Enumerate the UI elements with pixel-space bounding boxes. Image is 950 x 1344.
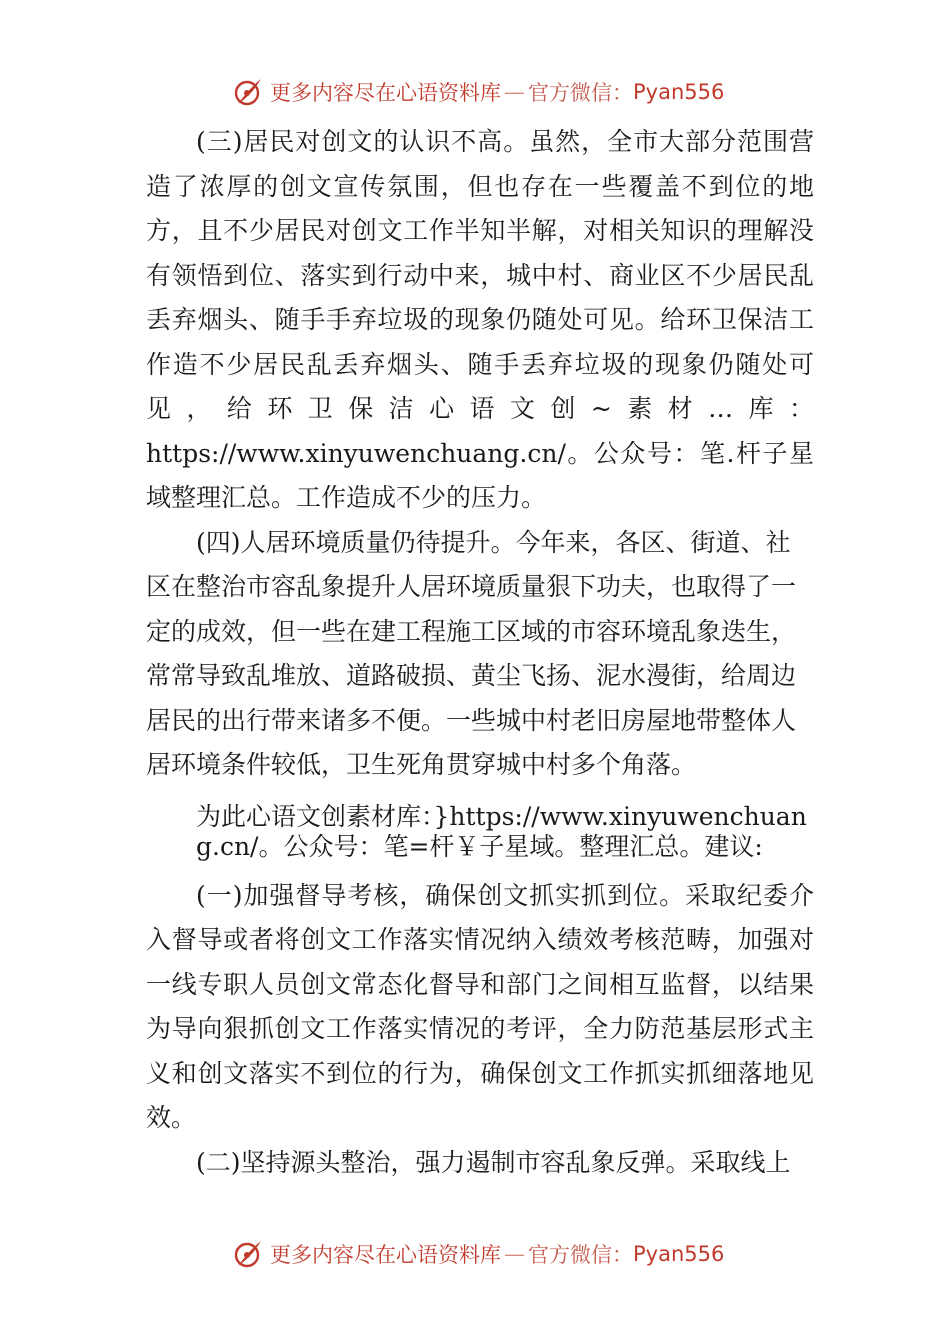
quill-logo-icon [232, 76, 264, 108]
banner-separator: — [504, 1242, 525, 1266]
banner-label: 官方微信： [528, 81, 633, 105]
banner-wechat-id: Pyan556 [633, 80, 725, 104]
paragraph-section-3: (三)居民对创文的认识不高。虽然，全市大部分范围营造了浓厚的创文宣传氛围，但也存在一些覆盖不到位的地 方，且不少居民对创文工作半知半解，对相关知识的理解没有领悟到位、落实到行动中来，城中村、商业区不少居民乱丢弃烟头、随手手弃垃圾的现象仍随处可见。给环卫保洁工作造不少居民乱丢弃烟头、随手丢弃垃圾的现象仍随处可 见，给环卫保洁心语文创~素材…库：https://www.xinyuwenchuang.cn/。公众号：笔.杆子星域整理汇总。工作造成不少的压力。 [146, 127, 840, 512]
banner-main-text: 更多内容尽在心语资料库 [270, 1243, 501, 1267]
document-body [146, 120, 840, 1185]
quill-logo-icon [232, 1238, 264, 1270]
footer-banner [232, 1236, 752, 1272]
banner-main-text: 更多内容尽在心语资料库 [270, 81, 501, 105]
paragraph-suggestion-1: (一)加强督导考核，确保创文抓实抓到位。采取纪委介入督导或者将创文工作落实情况纳入绩效考核范畴，加强对一线专职人员创文常态化督导和部门之间相互监督，以结果为导向狠抓创文工作落实情况的考评，全力防范基层形式主义和创文落实不到位的行为，确保创文工作抓实抓细落地见效。 [146, 880, 814, 1132]
source-note: 为此心语文创素材库：}https://www.xinyuwenchuang.cn/。公众号：笔=杆￥子星域。整理汇总。建议: [196, 801, 807, 861]
banner-label: 官方微信： [528, 1243, 633, 1267]
paragraph-section-4: (四)人居环境质量仍待提升。今年来，各区、街道、社区在整治市容乱象提升人居环境质量狠下功夫，也取得了一定的成效，但一些在建工程施工区域的市容环境乱象迭生， 常常导致乱堆放、道路破损、黄尘飞扬、泥水漫街，给周边居民的出行带来诸多不便。一些城中村老旧房屋地带整体人居环境条件较低，卫生死角贯穿城中村多个角落。 [146, 527, 809, 779]
banner-separator: — [504, 80, 525, 104]
header-banner [232, 74, 752, 110]
banner-wechat-id: Pyan556 [633, 1242, 725, 1266]
paragraph-suggestion-2: (二)坚持源头整治，强力遏制市容乱象反弹。采取线上 [196, 1147, 791, 1177]
